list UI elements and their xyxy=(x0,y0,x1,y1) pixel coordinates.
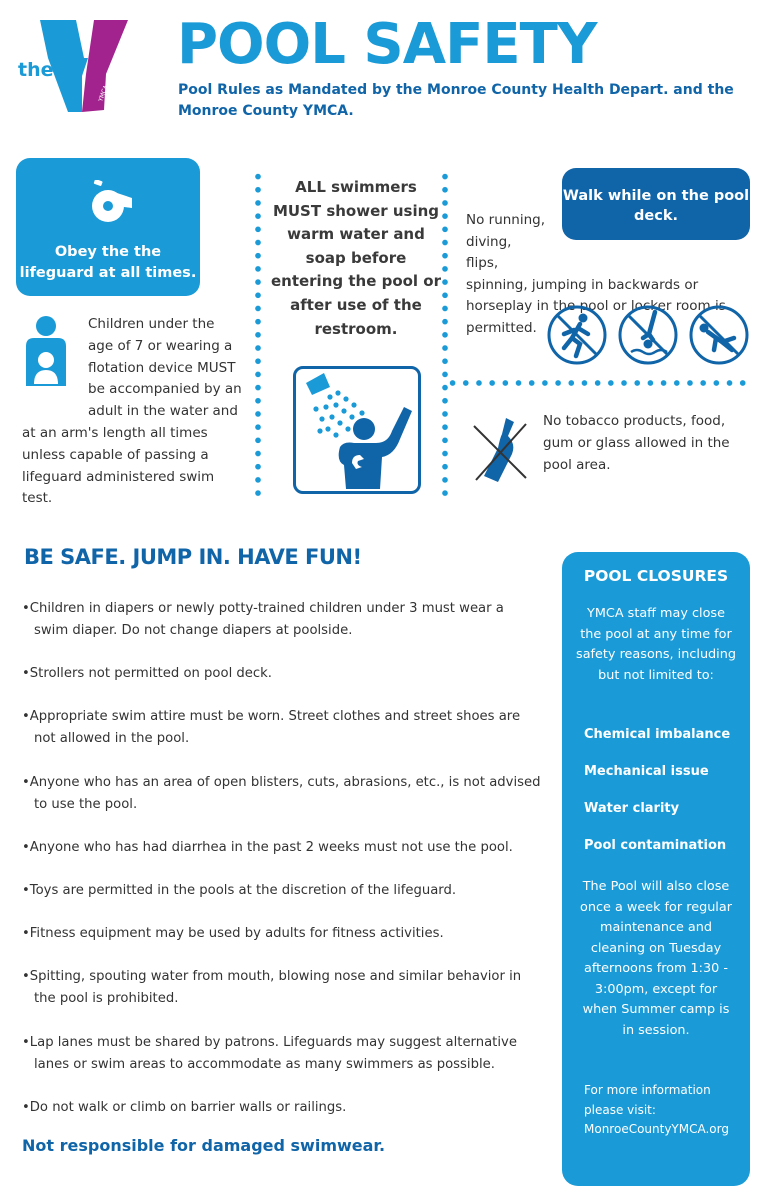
rule-item: • Toys are permitted in the pools at the discretion of the lifeguard. xyxy=(22,880,542,902)
info-link[interactable]: MonroeCountyYMCA.org xyxy=(584,1122,729,1136)
no-diving-icon xyxy=(617,304,679,366)
lifeguard-box xyxy=(16,158,200,296)
closure-reason: Mechanical issue xyxy=(584,764,709,779)
divider-left xyxy=(255,170,261,500)
shower-icon xyxy=(296,369,418,491)
rule-item: • Anyone who has an area of open blisters, cuts, abrasions, etc., is not advised to use the pool. xyxy=(22,772,542,816)
tobacco-rule-text: No tobacco products, food, gum or glass allowed in the pool area. xyxy=(543,413,730,473)
no-running-icon xyxy=(546,304,608,366)
rule-item: • Fitness equipment may be used by adults for fitness activities. xyxy=(22,923,542,945)
shower-rule-text: ALL swimmers MUST shower using warm water and soap before entering the pool or after use of the restroom. xyxy=(270,178,442,338)
no-bottle-icon xyxy=(470,414,530,486)
running-rule-lead: No running, diving, flips, xyxy=(466,212,546,271)
children-rule-content: Children under the age of 7 or wearing a flotation device MUST be accompanied by an adult in the water and at an arm's length all times unless capable of passing a lifeguard administered swim test. xyxy=(22,316,242,507)
whistle-icon xyxy=(86,180,134,224)
rule-item: • Anyone who has had diarrhea in the past 2 weeks must not use the pool. xyxy=(22,837,542,859)
divider-right xyxy=(442,170,448,500)
no-jumping-icon xyxy=(688,304,750,366)
closure-reason: Chemical imbalance xyxy=(584,727,731,742)
ymca-y-icon xyxy=(18,18,136,114)
lifeguard-text: Obey the the lifeguard at all times. xyxy=(19,244,197,281)
running-rule-rest: spinning, jumping in backwards or horseplay in the pool or locker room is permitted. xyxy=(466,276,726,336)
disclaimer: Not responsible for damaged swimwear. xyxy=(22,1136,386,1155)
ymca-logo xyxy=(18,18,136,114)
info-label: For more information please visit: xyxy=(584,1083,711,1117)
rules-list xyxy=(22,598,542,1140)
logo-ymca-text: YMCA xyxy=(97,84,110,103)
page-title: POOL SAFETY xyxy=(177,12,597,77)
rule-item: • Strollers not permitted on pool deck. xyxy=(22,663,542,685)
tagline: BE SAFE. JUMP IN. HAVE FUN! xyxy=(24,545,362,569)
rule-item: • Do not walk or climb on barrier walls or railings. xyxy=(22,1097,542,1119)
page-subtitle: Pool Rules as Mandated by the Monroe County Health Depart. and the Monroe County YMCA. xyxy=(178,82,734,119)
rule-item: • Spitting, spouting water from mouth, blowing nose and similar behavior in the pool is prohibited. xyxy=(22,966,542,1010)
rule-item: • Lap lanes must be shared by patrons. Lifeguards may suggest alternative lanes or swim areas to accommodate as many swimmers as possible. xyxy=(22,1032,542,1076)
closure-reason: Pool contamination xyxy=(584,838,727,853)
shower-icon-frame xyxy=(293,366,421,494)
pool-closures-panel xyxy=(562,552,750,1186)
closures-info xyxy=(584,1081,740,1140)
closures-intro: YMCA staff may close the pool at any time for safety reasons, including but not limited to: xyxy=(576,606,736,683)
closure-reason: Water clarity xyxy=(584,801,680,816)
logo-the-text: the xyxy=(18,59,54,81)
walk-box: Walk while on the pool deck. xyxy=(562,168,750,240)
rule-item: • Children in diapers or newly potty-trained children under 3 must wear a swim diaper. Do not change diapers at poolside. xyxy=(22,598,542,642)
closures-title: POOL CLOSURES xyxy=(583,567,729,585)
children-rule-text xyxy=(22,314,242,510)
closures-schedule: The Pool will also close once a week for regular maintenance and cleaning on Tuesday afternoons from 1:30 - 3:00pm, except for when Summer camp is in session. xyxy=(580,879,732,1038)
divider-horizontal xyxy=(446,380,752,386)
rule-item: • Appropriate swim attire must be worn. Street clothes and street shoes are not allowed in the pool. xyxy=(22,706,542,750)
